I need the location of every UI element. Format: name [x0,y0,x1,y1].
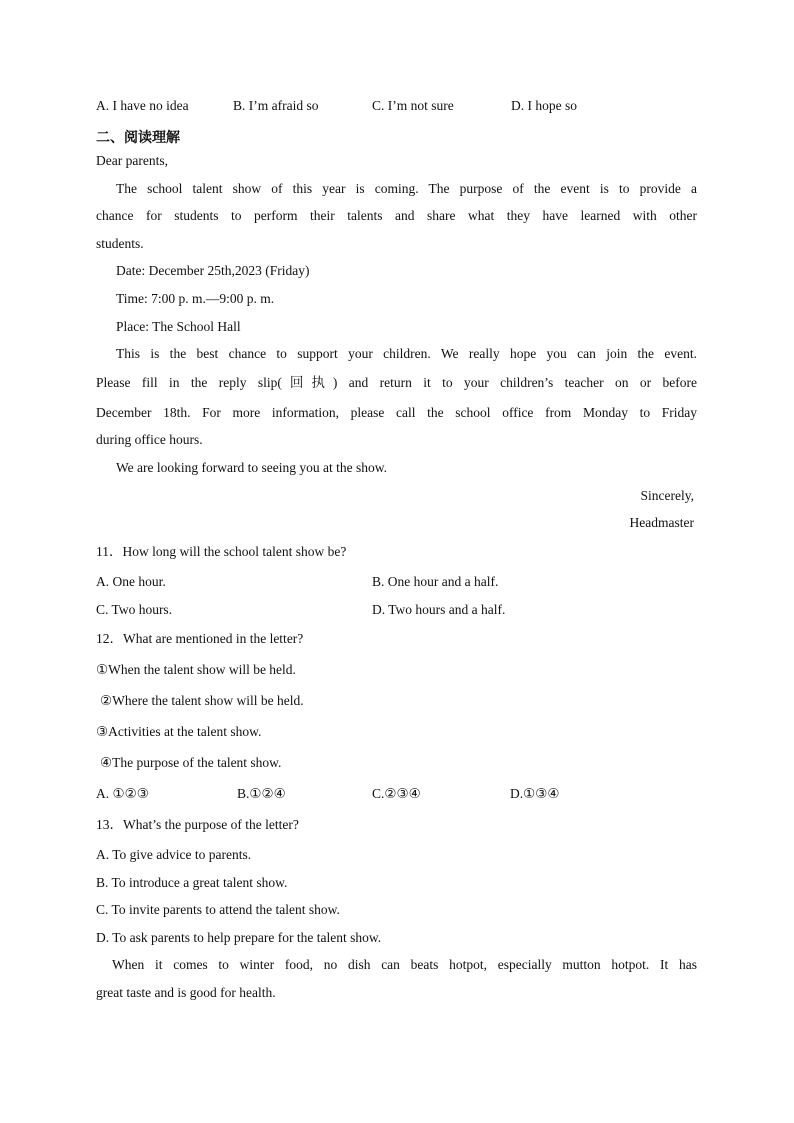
q13-option-c: C. To invite parents to attend the talent show. [96,902,340,917]
q12-question: 12．What are mentioned in the letter? [96,631,304,646]
letter-para2-line3: December 18th. For more information, please call the school office from Monday to Friday [96,405,697,420]
top-option-d: D. I hope so [511,98,577,113]
letter-para1-line2: chance for students to perform their talents and share what they have learned with other [96,208,697,223]
q12-option-a: A. ①②③ [96,786,149,801]
letter-para2-line1: This is the best chance to support your children. We really hope you can join the event. [116,346,697,361]
q11-option-b: B. One hour and a half. [372,574,499,589]
q12-option-b: B.①②④ [237,786,286,801]
letter-salutation: Dear parents, [96,153,168,168]
q12-item-2: ②Where the talent show will be held. [100,693,304,708]
q12-item-1: ①When the talent show will be held. [96,662,296,677]
letter-para2-line2: Please fill in the reply slip(回执) and return it to your children’s teacher on or before [96,375,697,390]
letter-place: Place: The School Hall [116,319,241,334]
top-option-b: B. I’m afraid so [233,98,319,113]
letter-para2-line4: during office hours. [96,432,203,447]
letter-closing: We are looking forward to seeing you at the show. [116,460,387,475]
q12-item-3: ③Activities at the talent show. [96,724,262,739]
q11-option-c: C. Two hours. [96,602,173,617]
section-heading: 二、阅读理解 [96,130,180,146]
next-passage-line1: When it comes to winter food, no dish can beats hotpot, especially mutton hotpot. It has [112,957,697,972]
q13-question: 13．What’s the purpose of the letter? [96,817,299,832]
q13-option-d: D. To ask parents to help prepare for the talent show. [96,930,382,945]
letter-para1-line1: The school talent show of this year is coming. The purpose of the event is to provide a [116,181,697,196]
q11-option-d: D. Two hours and a half. [372,602,506,617]
q13-option-b: B. To introduce a great talent show. [96,875,288,890]
top-option-c: C. I’m not sure [372,98,454,113]
letter-signature: Headmaster [629,515,694,530]
q11-question: 11．How long will the school talent show be? [96,544,347,559]
q12-option-c: C.②③④ [372,786,421,801]
q12-option-d: D.①③④ [510,786,560,801]
top-option-a: A. I have no idea [96,98,189,113]
letter-sign-off: Sincerely, [640,488,694,503]
letter-date: Date: December 25th,2023 (Friday) [116,263,310,278]
q12-item-4: ④The purpose of the talent show. [100,755,282,770]
next-passage-line2: great taste and is good for health. [96,985,276,1000]
letter-time: Time: 7:00 p. m.—9:00 p. m. [116,291,275,306]
q11-option-a: A. One hour. [96,574,166,589]
letter-para1-line3: students. [96,236,144,251]
q13-option-a: A. To give advice to parents. [96,847,252,862]
